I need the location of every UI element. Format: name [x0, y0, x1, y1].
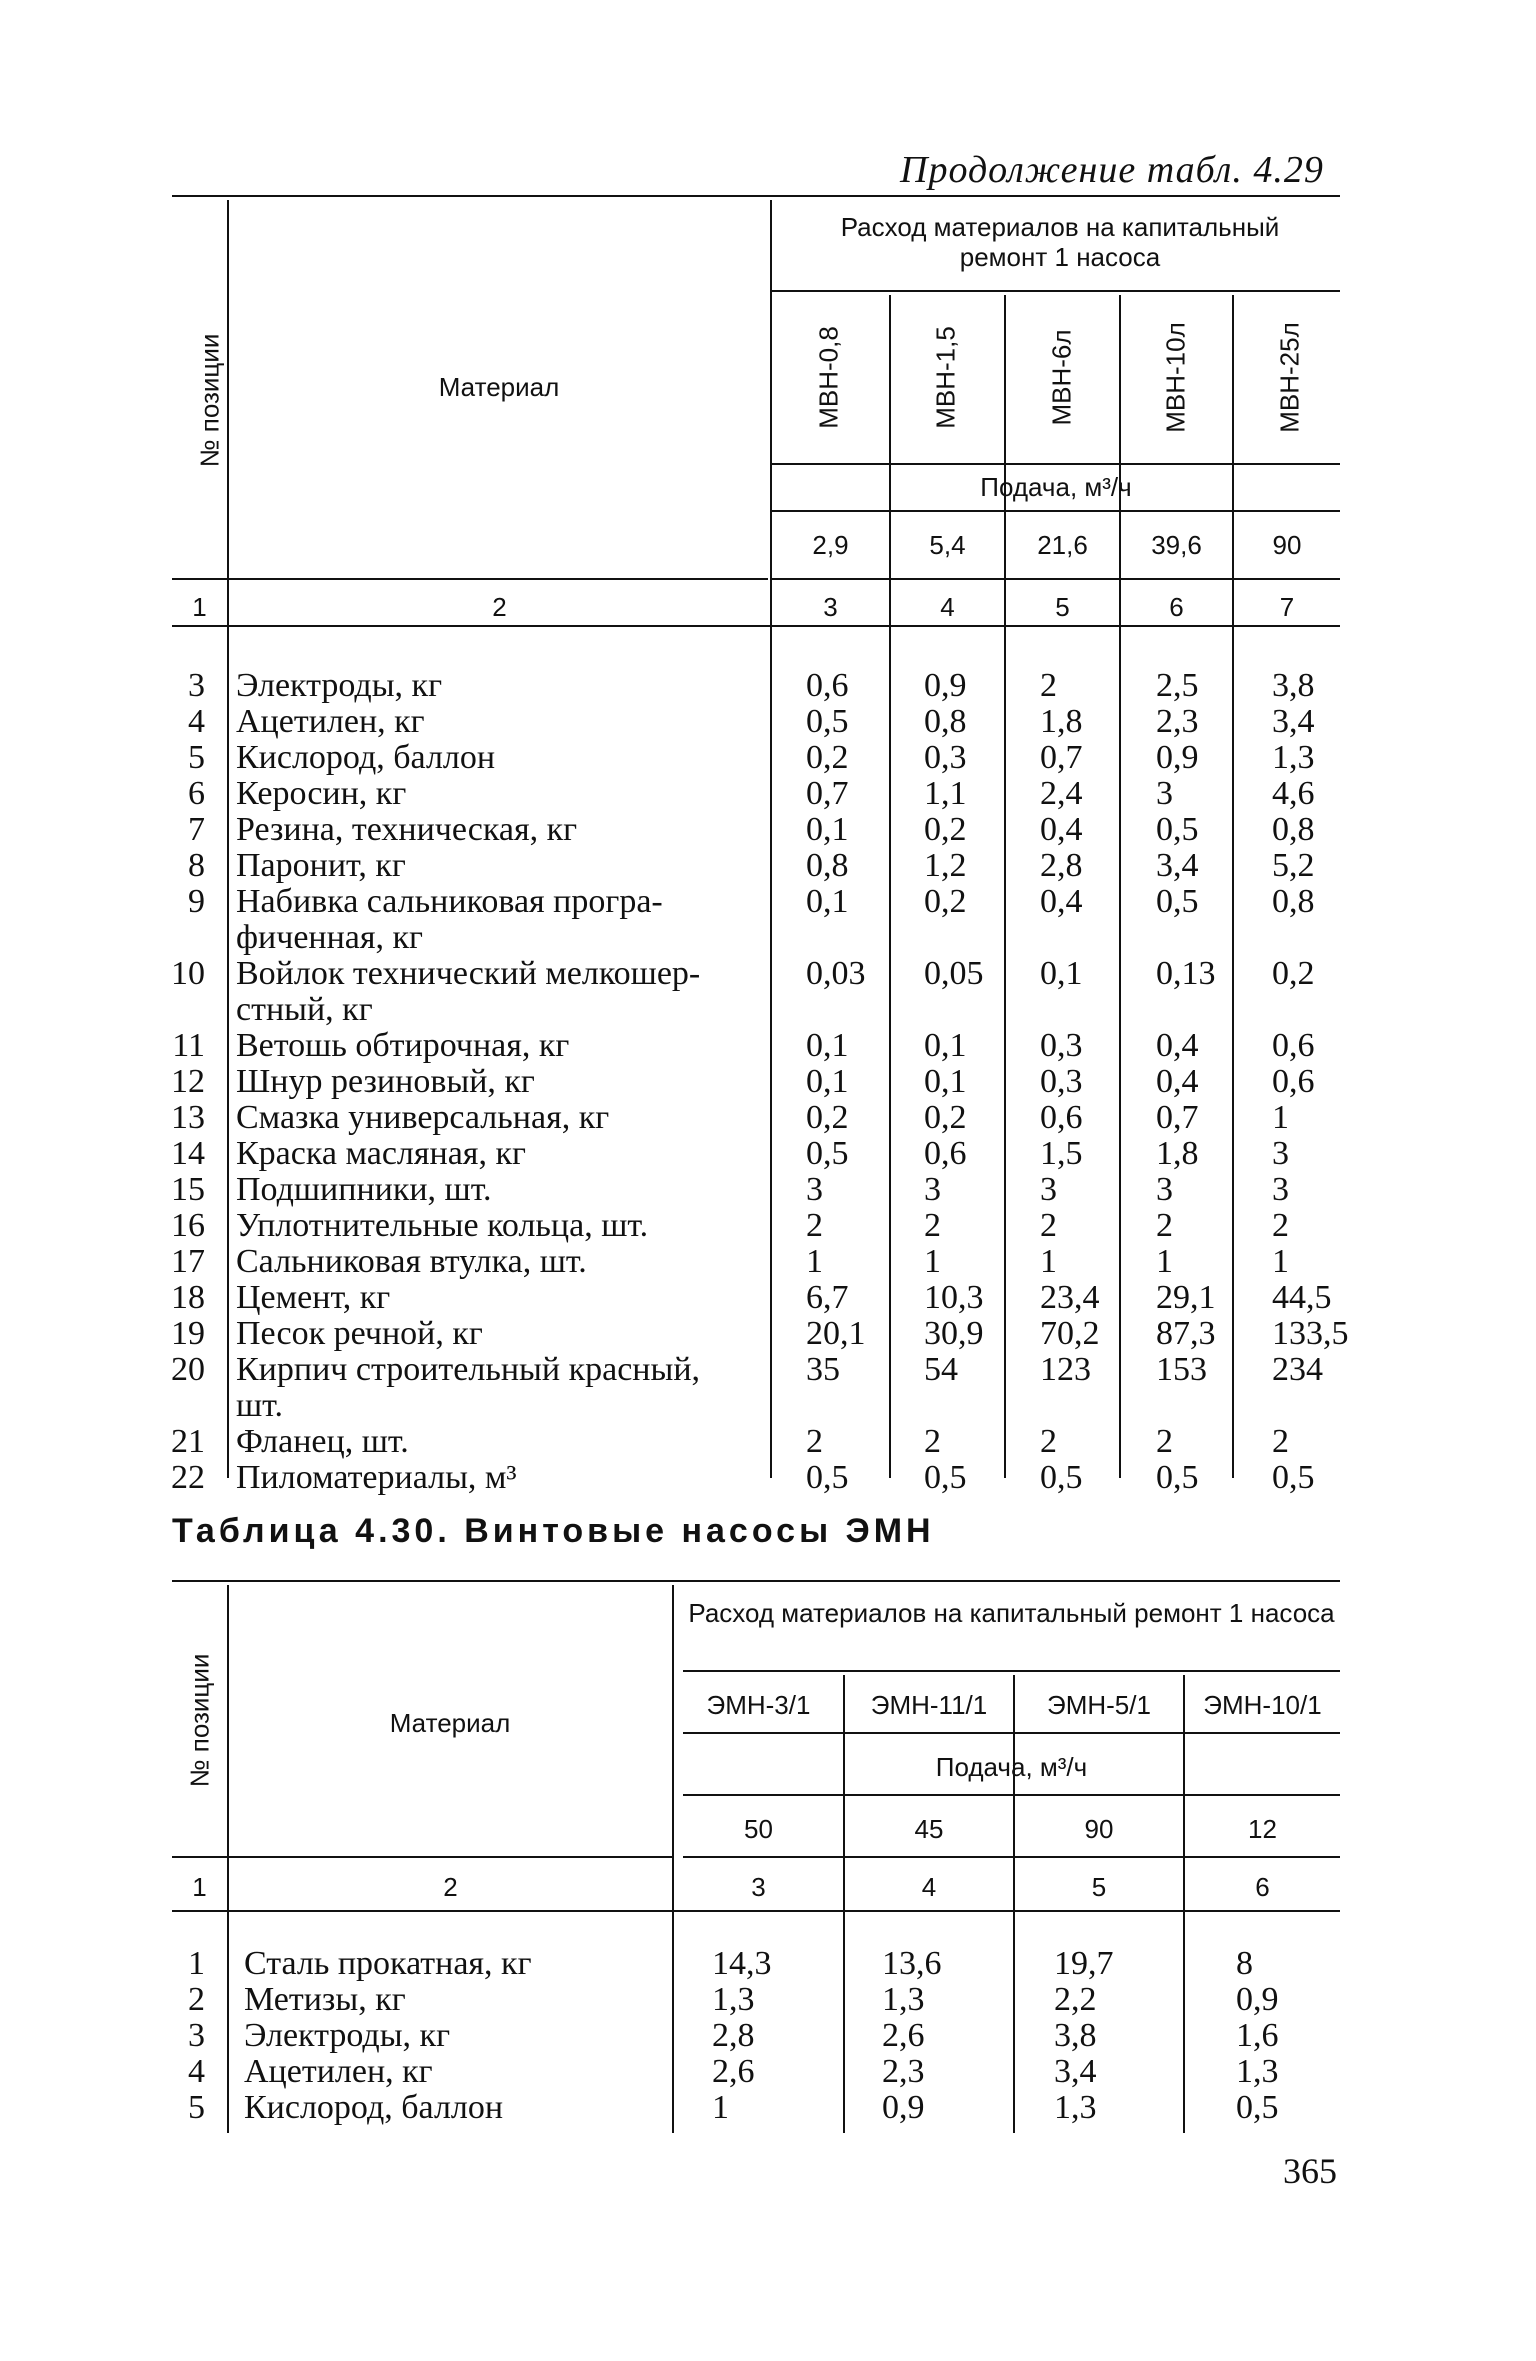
- table1-row-value: 2: [1272, 1423, 1289, 1460]
- table1-row-pos: 3: [188, 667, 205, 704]
- table1-row-value: 0,5: [806, 703, 849, 740]
- table1-row-pos: 18: [171, 1279, 205, 1316]
- table1-row-value: 0,5: [1156, 883, 1199, 920]
- table1-row-material: Керосин, кг: [236, 775, 407, 812]
- table1-row-value: 1: [806, 1243, 823, 1280]
- table1-position-header: № позиции: [194, 333, 225, 468]
- table1-row-value: 2: [1040, 1423, 1057, 1460]
- table2-flow-label: Подача, м³/ч: [935, 1752, 1088, 1782]
- table1-row-pos: 7: [188, 811, 205, 848]
- table1-row-value: 2: [1040, 667, 1057, 704]
- table1-row-material: Резина, техническая, кг: [236, 811, 578, 848]
- table1-row-value: 0,5: [806, 1135, 849, 1172]
- table1-row-value: 0,4: [1040, 811, 1083, 848]
- table1-colnum-5: 5: [1055, 592, 1070, 622]
- table1-row-value: 0,1: [924, 1063, 967, 1100]
- table2-row-value: 2,6: [882, 2017, 925, 2054]
- table2-row-value: 3,8: [1054, 2017, 1097, 2054]
- table1-row-value: 0,2: [924, 1099, 967, 1136]
- continuation-caption: Продолжение табл. 4.29: [900, 149, 1324, 191]
- table2-row-pos: 1: [188, 1945, 205, 1982]
- table1-top-rule: [172, 195, 1340, 197]
- table1-flow-3: 21,6: [1037, 530, 1088, 560]
- table1-row-value: 3,8: [1272, 667, 1315, 704]
- table1-row-pos: 4: [188, 703, 205, 740]
- table2-row-value: 1: [712, 2089, 729, 2126]
- table2-row-value: 8: [1236, 1945, 1253, 1982]
- table2-model-1: ЭМН-3/1: [706, 1690, 811, 1720]
- table1-row-value: 0,2: [1272, 955, 1315, 992]
- table1-row-value: 0,2: [924, 883, 967, 920]
- table1-row-value: 2: [1156, 1207, 1173, 1244]
- table2-colnum-3: 3: [751, 1872, 766, 1902]
- table1-row-value: 0,8: [1272, 883, 1315, 920]
- table2-row-pos: 4: [188, 2053, 205, 2090]
- table1-row-value: 0,1: [806, 1027, 849, 1064]
- table1-row-value: 1: [1272, 1243, 1289, 1280]
- table1-row-value: 0,5: [806, 1459, 849, 1496]
- table1-row-value: 234: [1272, 1351, 1323, 1388]
- table1-model-4: МВН-10л: [1160, 322, 1191, 433]
- table2-header-rule-left: [172, 1856, 674, 1858]
- table2-vrule-pos: [227, 1585, 229, 2133]
- table2-group-rule: [683, 1670, 1340, 1672]
- table1-row-value: 1: [1156, 1243, 1173, 1280]
- table2-header-rule-right: [683, 1856, 1340, 1858]
- table2-position-header: № позиции: [184, 1653, 215, 1788]
- table1-row-pos: 19: [171, 1315, 205, 1352]
- table1-row-pos: 20: [171, 1351, 205, 1388]
- table1-row-value: 0,5: [1040, 1459, 1083, 1496]
- table1-row-value: 0,2: [924, 811, 967, 848]
- table1-row-pos: 22: [171, 1459, 205, 1496]
- table2-row-value: 14,3: [712, 1945, 772, 1982]
- table1-row-material: Краска масляная, кг: [236, 1135, 526, 1172]
- table1-row-value: 0,6: [1272, 1063, 1315, 1100]
- table1-row-pos: 10: [171, 955, 205, 992]
- table1-row-pos: 15: [171, 1171, 205, 1208]
- table2-row-value: 2,6: [712, 2053, 755, 2090]
- table2-row-value: 2,3: [882, 2053, 925, 2090]
- table1-row-value: 0,4: [1040, 883, 1083, 920]
- table1-group-rule: [772, 290, 1340, 292]
- table1-row-material: Песок речной, кг: [236, 1315, 483, 1352]
- table2-row-value: 2,8: [712, 2017, 755, 2054]
- table1-model-3: МВН-6л: [1046, 329, 1077, 426]
- table2-row-material: Сталь прокатная, кг: [244, 1945, 532, 1982]
- table1-row-value: 3,4: [1272, 703, 1315, 740]
- table1-row-value: 2: [924, 1207, 941, 1244]
- table1-row-value: 0,1: [924, 1027, 967, 1064]
- table1-row-value: 2: [1040, 1207, 1057, 1244]
- table2-row-value: 13,6: [882, 1945, 942, 1982]
- table1-row-value: 0,5: [1156, 811, 1199, 848]
- table2-row-value: 0,5: [1236, 2089, 1279, 2126]
- table1-row-material: Подшипники, шт.: [236, 1171, 492, 1208]
- table1-row-value: 0,4: [1156, 1027, 1199, 1064]
- table1-row-value: 0,5: [924, 1459, 967, 1496]
- table1-row-pos: 21: [171, 1423, 205, 1460]
- table2-row-pos: 5: [188, 2089, 205, 2126]
- table2-model-2: ЭМН-11/1: [870, 1690, 988, 1720]
- table1-row-value: 3: [1156, 1171, 1173, 1208]
- table1-flow-label: Подача, м³/ч: [980, 472, 1132, 502]
- table1-row-pos: 11: [172, 1027, 205, 1064]
- table2-flow-2: 45: [914, 1814, 944, 1844]
- table1-row-value: 20,1: [806, 1315, 866, 1352]
- table2-colnum-2: 2: [443, 1872, 458, 1902]
- table1-row-value: 123: [1040, 1351, 1091, 1388]
- table1-model-1: МВН-0,8: [813, 326, 844, 429]
- table1-row-material: Ветошь обтирочная, кг: [236, 1027, 570, 1064]
- table1-row-material: Пиломатериалы, м³: [236, 1459, 517, 1496]
- table2-row-value: 1,3: [882, 1981, 925, 2018]
- table1-colnum-4: 4: [940, 592, 955, 622]
- table1-row-material: Кислород, баллон: [236, 739, 496, 776]
- table1-row-material: Кирпич строительный красный,: [236, 1351, 701, 1388]
- table1-row-material: фиченная, кг: [236, 919, 423, 956]
- table1-colnum-2: 2: [492, 592, 507, 622]
- table1-row-value: 70,2: [1040, 1315, 1100, 1352]
- table1-row-value: 0,1: [1040, 955, 1083, 992]
- table2-colnum-5: 5: [1091, 1872, 1107, 1902]
- table1-row-value: 2: [924, 1423, 941, 1460]
- table1-row-value: 1,8: [1156, 1135, 1199, 1172]
- table1-row-value: 0,2: [806, 1099, 849, 1136]
- table2-vrule-c3: [843, 1675, 845, 2133]
- table1-row-value: 0,3: [1040, 1063, 1083, 1100]
- table2-flow-1: 50: [744, 1814, 773, 1844]
- table1-row-value: 3: [1272, 1171, 1289, 1208]
- table1-row-material: Смазка универсальная, кг: [236, 1099, 610, 1136]
- table1-row-value: 30,9: [924, 1315, 984, 1352]
- table1-row-value: 0,1: [806, 811, 849, 848]
- table2-row-value: 1,3: [1236, 2053, 1279, 2090]
- table1-row-value: 0,7: [806, 775, 849, 812]
- table1-flow-rule: [772, 510, 1340, 512]
- table1-row-value: 2,3: [1156, 703, 1199, 740]
- table1-row-value: 0,7: [1156, 1099, 1199, 1136]
- table1-row-value: 35: [806, 1351, 840, 1388]
- table2-row-material: Электроды, кг: [244, 2017, 451, 2054]
- page-number: 365: [1283, 2151, 1337, 2191]
- table1-row-value: 0,2: [806, 739, 849, 776]
- table1-row-value: 0,8: [1272, 811, 1315, 848]
- table1-model-5: МВН-25л: [1274, 322, 1305, 433]
- table1-row-material: Войлок технический мелкошер-: [236, 955, 701, 992]
- table1-row-value: 0,8: [806, 847, 849, 884]
- table2-flow-rule: [683, 1794, 1340, 1796]
- table1-flow-1: 2,9: [812, 530, 849, 560]
- table2-colnum-6: 6: [1255, 1872, 1270, 1902]
- table1-row-value: 2,5: [1156, 667, 1199, 704]
- table1-row-material: Ацетилен, кг: [236, 703, 425, 740]
- table1-row-value: 3: [924, 1171, 941, 1208]
- table1-row-value: 44,5: [1272, 1279, 1332, 1316]
- table1-row-material: Уплотнительные кольца, шт.: [236, 1207, 649, 1244]
- table1-row-material: Шнур резиновый, кг: [236, 1063, 535, 1100]
- table2-row-value: 1,3: [712, 1981, 755, 2018]
- table2-row-value: 1,3: [1054, 2089, 1097, 2126]
- table2-group-header: Расход материалов на капитальный ремонт 1 насоса: [688, 1598, 1335, 1628]
- table2-flow-3: 90: [1084, 1814, 1114, 1844]
- table1-row-value: 54: [924, 1351, 958, 1388]
- table1-row-material: шт.: [236, 1387, 283, 1424]
- table1-row-value: 0,8: [924, 703, 967, 740]
- table1-row-value: 0,3: [924, 739, 967, 776]
- table2-model-3: ЭМН-5/1: [1047, 1690, 1151, 1720]
- table1-row-value: 3: [1156, 775, 1173, 812]
- table2-row-material: Метизы, кг: [244, 1981, 406, 2018]
- table1-row-value: 0,05: [924, 955, 984, 992]
- table2-vrule-mat: [672, 1585, 674, 2133]
- table1-row-value: 2,4: [1040, 775, 1083, 812]
- table1-row-material: Сальниковая втулка, шт.: [236, 1243, 587, 1280]
- table1-colnum-6: 6: [1169, 592, 1184, 622]
- table1-row-value: 0,03: [806, 955, 866, 992]
- table1-material-header: Материал: [438, 372, 560, 402]
- table1-row-pos: 14: [171, 1135, 205, 1172]
- table2-row-value: 19,7: [1054, 1945, 1114, 1982]
- table1-row-value: 6,7: [806, 1279, 849, 1316]
- table1-flow-2: 5,4: [929, 530, 966, 560]
- table1-row-value: 1: [924, 1243, 941, 1280]
- table1-header-rule-right: [772, 578, 1340, 580]
- table1-row-value: 2: [806, 1423, 823, 1460]
- table1-row-value: 1,5: [1040, 1135, 1083, 1172]
- table1-row-material: Паронит, кг: [236, 847, 406, 884]
- table1-row-value: 3: [806, 1171, 823, 1208]
- table1-row-material: стный, кг: [236, 991, 373, 1028]
- table1-row-value: 0,7: [1040, 739, 1083, 776]
- table2-title: Таблица 4.30. Винтовые насосы ЭМН: [172, 1512, 935, 1550]
- table1-row-value: 2: [806, 1207, 823, 1244]
- table1-row-value: 23,4: [1040, 1279, 1100, 1316]
- table1-row-value: 2: [1156, 1423, 1173, 1460]
- table1-row-value: 1: [1040, 1243, 1057, 1280]
- table1-row-value: 0,6: [1272, 1027, 1315, 1064]
- table2-row-value: 2,2: [1054, 1981, 1097, 2018]
- table2-vrule-c5: [1183, 1675, 1185, 2133]
- table1-row-value: 29,1: [1156, 1279, 1216, 1316]
- table1-colnum-rule: [172, 625, 1340, 627]
- table1-row-value: 153: [1156, 1351, 1207, 1388]
- table1-row-value: 4,6: [1272, 775, 1315, 812]
- table1-row-value: 0,1: [806, 1063, 849, 1100]
- table1-colnum-1: 1: [192, 592, 207, 622]
- table1-row-value: 2: [1272, 1207, 1289, 1244]
- table2-flow-4: 12: [1248, 1814, 1277, 1844]
- table1-flow-4: 39,6: [1151, 530, 1202, 560]
- table1-row-material: Фланец, шт.: [236, 1423, 409, 1460]
- table1-row-value: 0,13: [1156, 955, 1216, 992]
- table1-row-value: 1: [1272, 1099, 1289, 1136]
- table1-row-value: 0,5: [1272, 1459, 1315, 1496]
- table2-models-rule: [683, 1732, 1340, 1734]
- table1-row-value: 2,8: [1040, 847, 1083, 884]
- table1-row-pos: 17: [171, 1243, 205, 1280]
- table1-row-material: Электроды, кг: [236, 667, 443, 704]
- table1-row-value: 0,6: [806, 667, 849, 704]
- table1-row-pos: 16: [171, 1207, 205, 1244]
- table1-row-value: 1,8: [1040, 703, 1083, 740]
- table1-row-pos: 6: [188, 775, 205, 812]
- table2-row-value: 0,9: [1236, 1981, 1279, 2018]
- table1-group-header: Расход материалов на капитальный ремонт 1 насоса: [840, 212, 1280, 272]
- table2-model-4: ЭМН-10/1: [1203, 1690, 1322, 1720]
- table1-row-material: Набивка сальниковая програ-: [236, 883, 663, 920]
- table1-row-pos: 13: [171, 1099, 205, 1136]
- table1-row-pos: 8: [188, 847, 205, 884]
- table2-colnum-4: 4: [921, 1872, 937, 1902]
- table1-row-pos: 9: [188, 883, 205, 920]
- table2-material-header: Материал: [389, 1708, 511, 1738]
- table1-row-value: 10,3: [924, 1279, 984, 1316]
- table1-header-rule-left: [172, 578, 768, 580]
- table1-row-value: 3: [1272, 1135, 1289, 1172]
- table2-row-value: 1,6: [1236, 2017, 1279, 2054]
- table1-vrule-mat: [770, 200, 772, 1478]
- table2-row-material: Кислород, баллон: [244, 2089, 504, 2126]
- table1-row-value: 0,4: [1156, 1063, 1199, 1100]
- table1-row-value: 0,3: [1040, 1027, 1083, 1064]
- table2-row-material: Ацетилен, кг: [244, 2053, 433, 2090]
- table1-row-value: 133,5: [1272, 1315, 1349, 1352]
- table2-row-value: 3,4: [1054, 2053, 1097, 2090]
- table1-row-value: 3: [1040, 1171, 1057, 1208]
- table2-vrule-c4: [1013, 1675, 1015, 2133]
- table1-row-material: Цемент, кг: [236, 1279, 391, 1316]
- table2-row-value: 0,9: [882, 2089, 925, 2126]
- table1-colnum-7: 7: [1279, 592, 1295, 622]
- table1-flow-5: 90: [1272, 530, 1302, 560]
- table2-colnum-rule: [172, 1910, 1340, 1912]
- table1-row-pos: 5: [188, 739, 205, 776]
- table1-colnum-3: 3: [823, 592, 838, 622]
- table1-row-value: 0,6: [1040, 1099, 1083, 1136]
- table2-top-rule: [172, 1580, 1340, 1582]
- table1-vrule-pos: [227, 200, 229, 1478]
- table1-row-pos: 12: [171, 1063, 205, 1100]
- table2-row-pos: 3: [188, 2017, 205, 2054]
- table1-model-2: МВН-1,5: [930, 326, 961, 429]
- table1-row-value: 1,2: [924, 847, 967, 884]
- table2-colnum-1: 1: [192, 1872, 207, 1902]
- table1-row-value: 87,3: [1156, 1315, 1216, 1352]
- table1-row-value: 0,1: [806, 883, 849, 920]
- table1-row-value: 5,2: [1272, 847, 1315, 884]
- table1-row-value: 0,6: [924, 1135, 967, 1172]
- table1-row-value: 0,9: [924, 667, 967, 704]
- table1-row-value: 3,4: [1156, 847, 1199, 884]
- table1-row-value: 0,5: [1156, 1459, 1199, 1496]
- table2-row-pos: 2: [188, 1981, 205, 2018]
- table1-row-value: 1,3: [1272, 739, 1315, 776]
- table1-models-rule: [772, 463, 1340, 465]
- table1-row-value: 0,9: [1156, 739, 1199, 776]
- table1-row-value: 1,1: [924, 775, 967, 812]
